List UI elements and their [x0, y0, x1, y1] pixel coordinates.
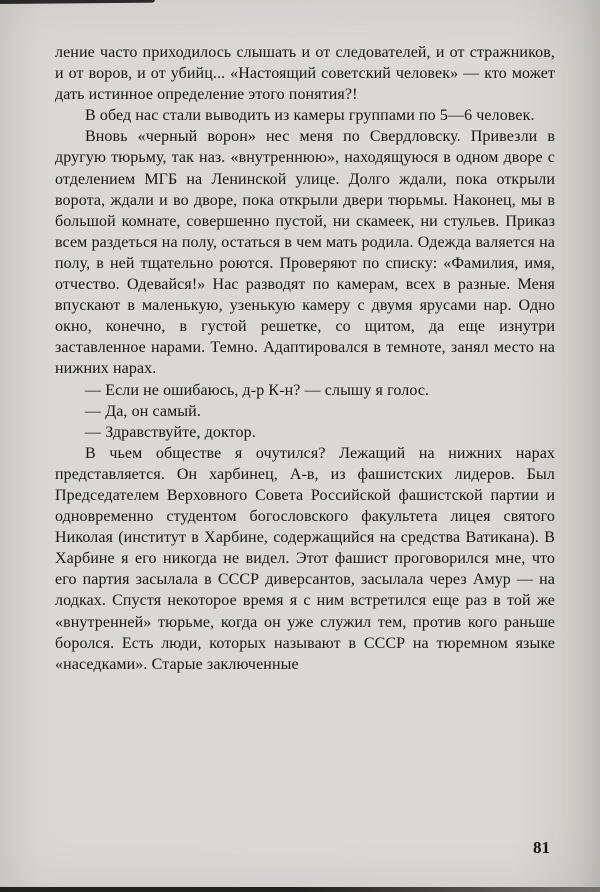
paragraph: Вновь «черный ворон» нес меня по Свердловску. Привезли в другую тюрьму, так наз. «внутреннюю», находящуюся в одном дворе с отделением МГБ на Ленинской улице. Долго ждали, пока открыли ворота, ждали и во дворе, пока открыли двери тюрьмы. Наконец, мы в большой комнате, совершенно пустой, ни скамеек, ни стульев. Приказ всем раздеться на полу, остаться в чем мать родила. Одежда валяется на полу, в ней тщательно роются. Проверяют по списку: «Фамилия, имя, отчество. Одевайся!» Нас разводят по камерам, всех в разные. Меня впускают в маленькую, узенькую камеру с двумя ярусами нар. Одно окно, конечно, в густой решетке, со щитом, да еще изнутри заставленное нарами. Темно. Адаптировался в темноте, занял место на нижних нарах.: [55, 128, 555, 378]
paragraph: В чьем обществе я очутился? Лежащий на нижних нарах представляется. Он харбинец, А-в, из фашистских лидеров. Был Председателем Верховного Совета Российской фашистской партии и одновременно студентом богословского факультета лицея святого Николая (институт в Харбине, содержащийся на средства Ватикана). В Харбине я его никогда не видел. Этот фашист проговорился мне, что его партия засылала в СССР диверсантов, засылала через Амур — на лодках. Спустя некоторое время я с ним встретился еще раз в той же «внутренней» тюрьме, когда он уже служил тем, против кого раньше боролся. Есть люди, которых называют в СССР на тюремном языке «наседками». Старые заключенные: [55, 444, 555, 673]
scan-artifact-top-edge: [0, 0, 155, 4]
page-text: [55, 42, 555, 675]
page-number: 81: [533, 838, 550, 857]
scan-artifact-bottom-edge: [0, 887, 600, 892]
dialogue-line: — Да, он самый.: [85, 402, 201, 420]
paragraph: ление часто приходилось слышать и от следователей, и от стражников, и от воров, и от убийц... «Настоящий советский человек» — кто может дать истинное определение этого понятия?!: [55, 44, 555, 104]
dialogue-line: — Здравствуйте, доктор.: [85, 423, 256, 441]
dialogue-line: — Если не ошибаюсь, д-р К-н? — слышу я голос.: [85, 381, 430, 399]
paragraph: В обед нас стали выводить из камеры группами по 5—6 человек.: [85, 107, 535, 125]
